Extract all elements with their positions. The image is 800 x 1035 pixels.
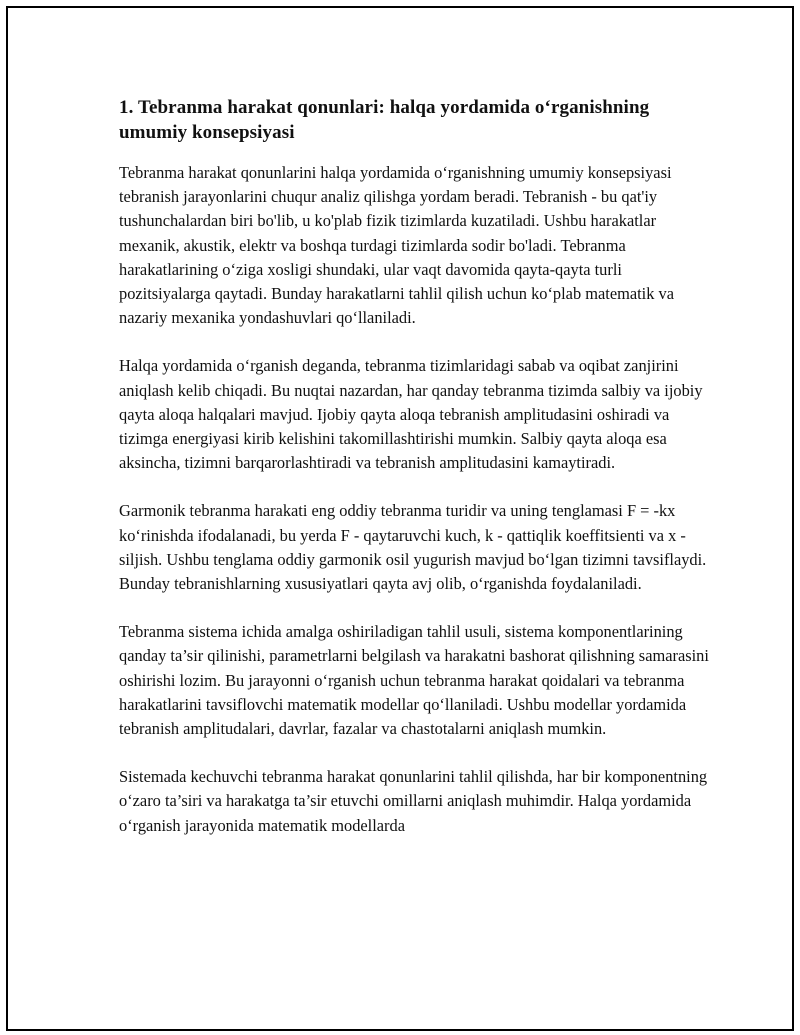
paragraph-3: Garmonik tebranma harakati eng oddiy tebranma turidir va uning tenglamasi F = -kx ko‘rinishda ifodalanadi, bu yerda F - qaytaruvchi kuch, k - qattiqlik koeffitsienti va x - siljish. Ushbu tenglama oddiy garmonik osil yugurish mavjud bo‘lgan tizimni tavsiflaydi. Bunday tebranishlarning xususiyatlari qayta avj olib, o‘rganishda foydalaniladi. xyxy=(119,501,707,594)
document-body xyxy=(119,95,709,838)
section-heading: 1. Tebranma harakat qonunlari: halqa yordamida o‘rganishning umumiy konsepsiyasi xyxy=(119,97,650,143)
page-frame xyxy=(6,6,794,1031)
paragraph-4: Tebranma sistema ichida amalga oshiriladigan tahlil usuli, sistema komponentlarining qanday ta’sir qilinishi, parametrlarni belgilash va harakatni bashorat qilishning samarasini oshirishi lozim. Bu jarayonni o‘rganish uchun tebranma harakat qoidalari va tebranma harakatlarini tavsiflovchi matematik modellar qo‘llaniladi. Ushbu modellar yordamida tebranish amplitudalari, davrlar, fazalar va chastotalarni aniqlash mumkin. xyxy=(119,622,709,739)
paragraph-1: Tebranma harakat qonunlarini halqa yordamida o‘rganishning umumiy konsepsiyasi tebranish jarayonlarini chuqur analiz qilishga yordam beradi. Tebranish - bu qat'iy tushunchalardan biri bo'lib, u ko'plab fizik tizimlarda kuzatiladi. Ushbu harakatlar mexanik, akustik, elektr va boshqa turdagi tizimlarda sodir bo'ladi. Tebranma harakatlarining o‘ziga xosligi shundaki, ular vaqt davomida qayta-qayta turli pozitsiyalarga qaytadi. Bunday harakatlarni tahlil qilish uchun ko‘plab matematik va nazariy mexanika yondashuvlari qo‘llaniladi. xyxy=(119,163,675,328)
paragraph-2: Halqa yordamida o‘rganish deganda, tebranma tizimlaridagi sabab va oqibat zanjirini aniqlash kelib chiqadi. Bu nuqtai nazardan, har qanday tebranma tizimda salbiy va ijobiy qayta aloqa halqalari mavjud. Ijobiy qayta aloqa tebranish amplitudasini oshiradi va tizimga energiyasi kirib kelishini takomillashtirishi mumkin. Salbiy qayta aloqa esa aksincha, tizimni barqarorlashtiradi va tebranish amplitudasini kamaytiradi. xyxy=(119,356,703,473)
paragraph-5: Sistemada kechuvchi tebranma harakat qonunlarini tahlil qilishda, har bir komponentning o‘zaro ta’siri va harakatga ta’sir etuvchi omillarni aniqlash muhimdir. Halqa yordamida o‘rganish jarayonida matematik modellarda xyxy=(119,767,708,835)
